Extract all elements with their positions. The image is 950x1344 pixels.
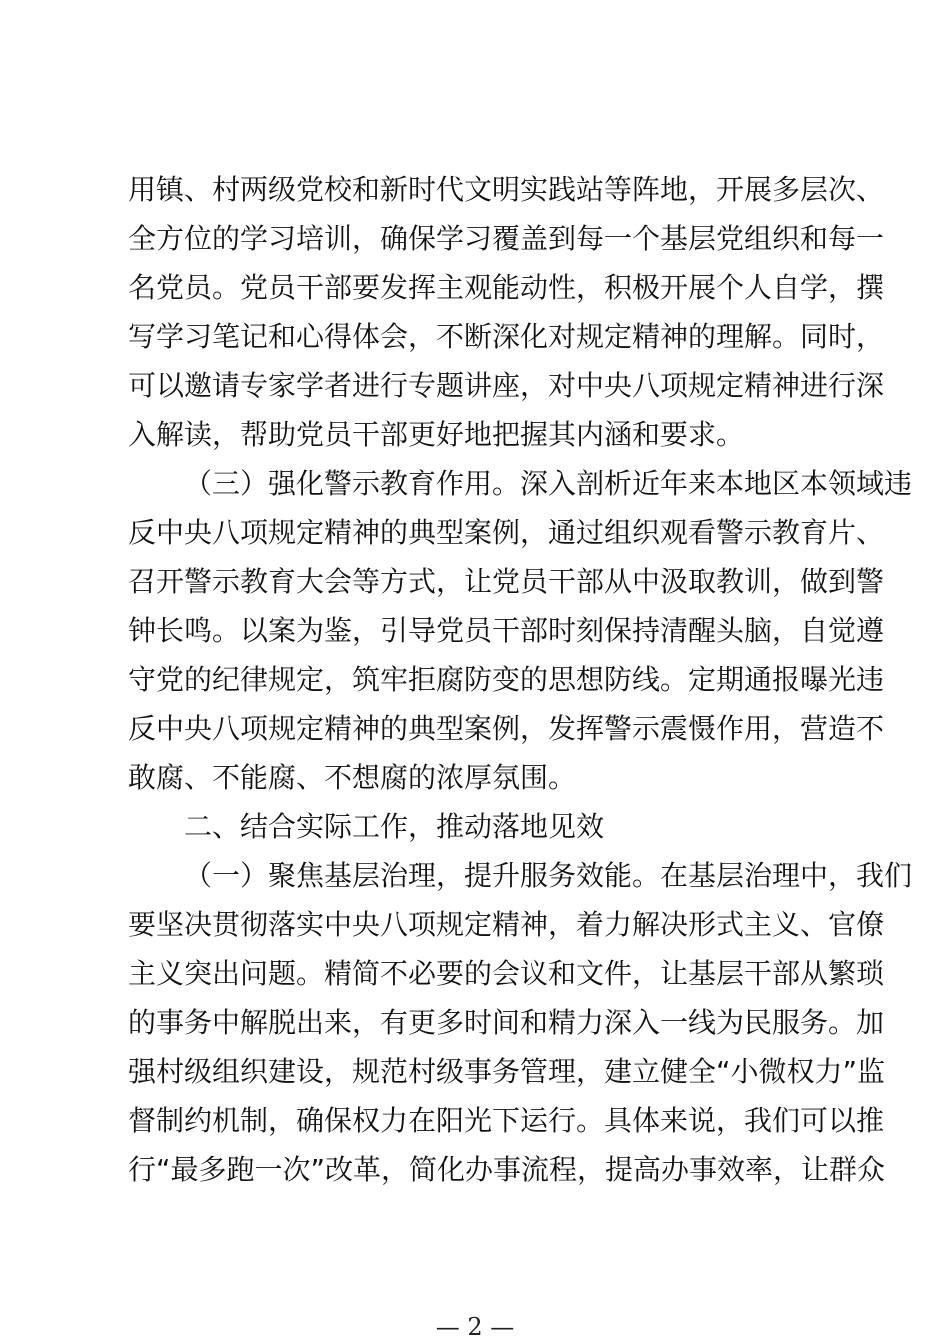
- paragraph-line: 主义突出问题。精简不必要的会议和文件，让基层干部从繁琐: [128, 957, 885, 990]
- paragraph-line: 召开警示教育大会等方式，让党员干部从中汲取教训，做到警: [128, 565, 885, 598]
- paragraph-line: 守党的纪律规定，筑牢拒腐防变的思想防线。定期通报曝光违: [128, 663, 885, 696]
- paragraph-line: 反中央八项规定精神的典型案例，发挥警示震慑作用，营造不: [128, 712, 885, 745]
- paragraph-line: 名党员。党员干部要发挥主观能动性，积极开展个人自学，撰: [128, 271, 885, 304]
- paragraph-line: 强村级组织建设，规范村级事务管理，建立健全“小微权力”监: [128, 1055, 886, 1088]
- paragraph-line: 敢腐、不能腐、不想腐的浓厚氛围。: [128, 761, 577, 794]
- paragraph-line: （一）聚焦基层治理，提升服务效能。在基层治理中，我们: [184, 859, 913, 892]
- paragraph-line: 写学习笔记和心得体会，不断深化对规定精神的理解。同时，: [128, 320, 885, 353]
- paragraph-line: 要坚决贯彻落实中央八项规定精神，着力解决形式主义、官僚: [128, 908, 885, 941]
- paragraph-line: 督制约机制，确保权力在阳光下运行。具体来说，我们可以推: [128, 1104, 885, 1137]
- section-heading: 二、结合实际工作，推动落地见效: [184, 810, 605, 843]
- paragraph-line: 入解读，帮助党员干部更好地把握其内涵和要求。: [128, 418, 745, 451]
- paragraph-line: 反中央八项规定精神的典型案例，通过组织观看警示教育片、: [128, 516, 885, 549]
- paragraph-line: 行“最多跑一次”改革，简化办事流程，提高办事效率，让群众: [128, 1153, 886, 1186]
- paragraph-line: 可以邀请专家学者进行专题讲座，对中央八项规定精神进行深: [128, 369, 885, 402]
- paragraph-line: （三）强化警示教育作用。深入剖析近年来本地区本领域违: [184, 467, 913, 500]
- paragraph-line: 全方位的学习培训，确保学习覆盖到每一个基层党组织和每一: [128, 222, 885, 255]
- paragraph-line: 的事务中解脱出来，有更多时间和精力深入一线为民服务。加: [128, 1006, 885, 1039]
- page-number: — 2 —: [435, 1313, 515, 1341]
- paragraph-line: 钟长鸣。以案为鉴，引导党员干部时刻保持清醒头脑，自觉遵: [128, 614, 885, 647]
- paragraph-line: 用镇、村两级党校和新时代文明实践站等阵地，开展多层次、: [128, 173, 885, 206]
